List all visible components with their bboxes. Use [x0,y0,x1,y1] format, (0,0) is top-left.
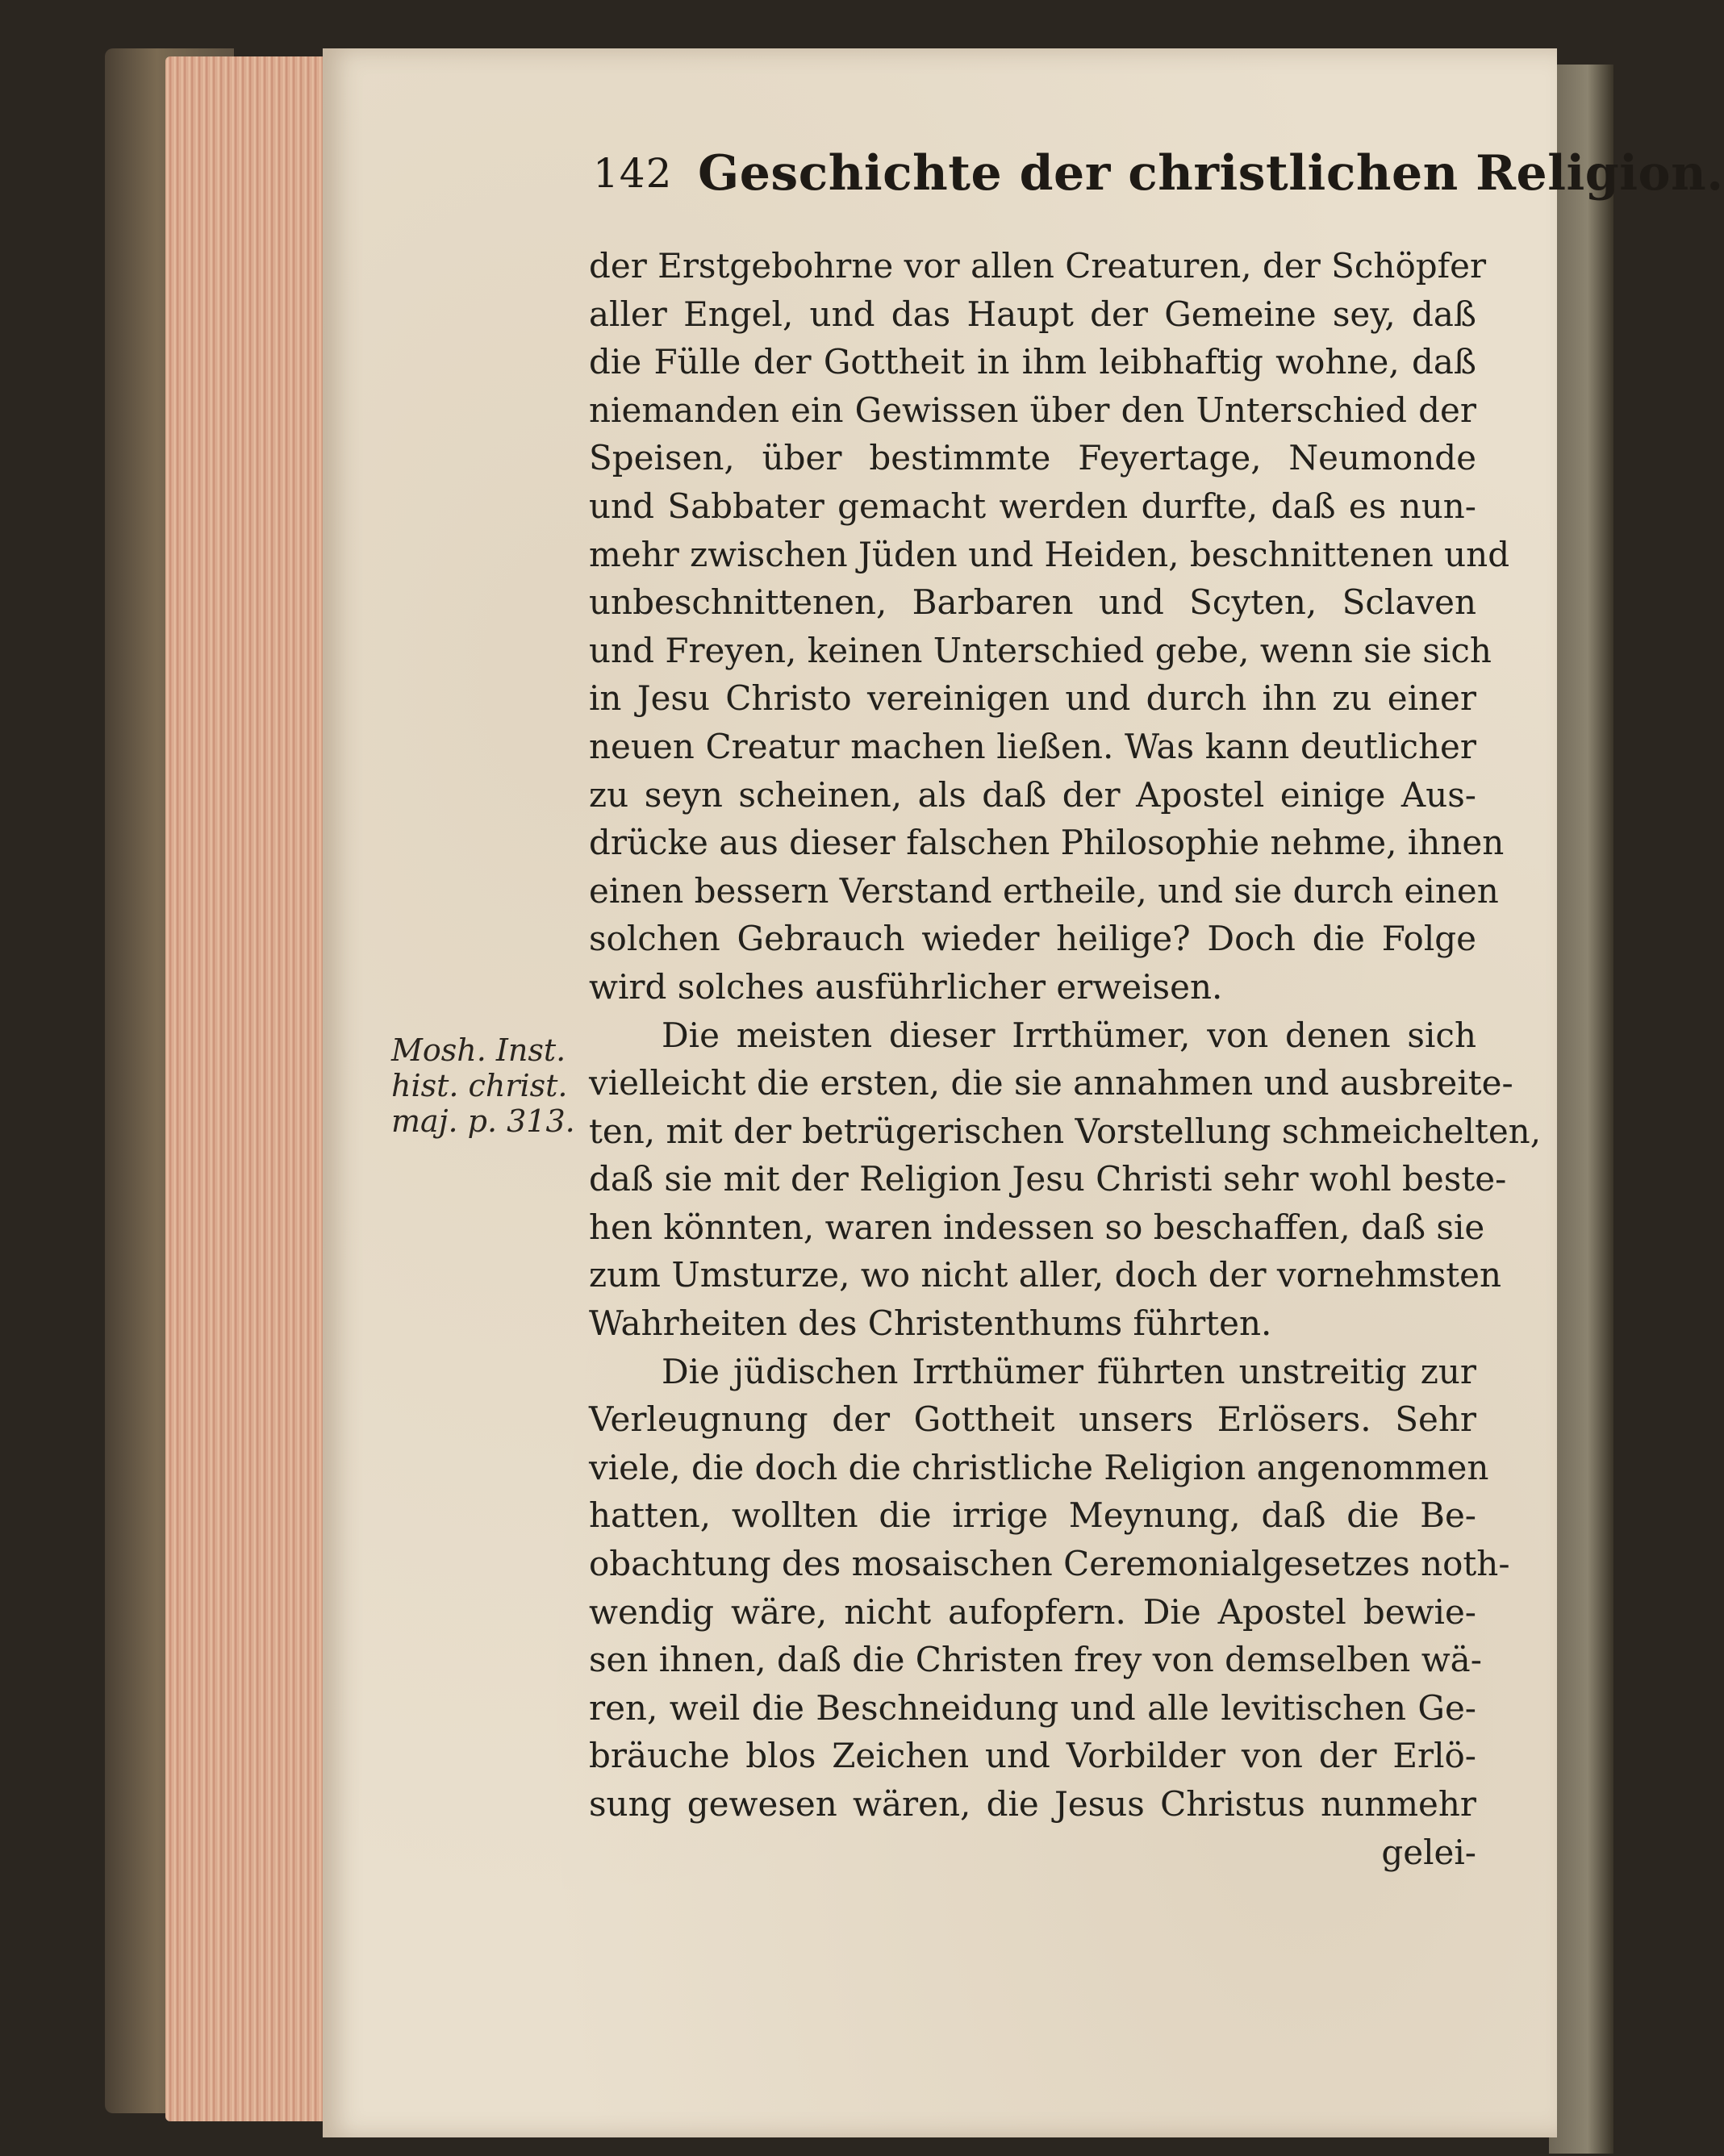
paragraph-start-line: Die jüdischen Irrthümer führten unstreitig zur [662,1351,1476,1391]
text-line: aller Engel, und das Haupt der Gemeine sey, daß [589,294,1476,334]
text-line: vielleicht die ersten, die sie annahmen und ausbreite- [589,1063,1513,1103]
text-line: ten, mit der betrügerischen Vorstellung schmeichelten, [589,1111,1542,1151]
margin-note [391,1032,575,1139]
text-line: wendig wäre, nicht aufopfern. Die Apostel bewie- [589,1591,1476,1632]
text-line: drücke aus dieser falschen Philosophie nehme, ihnen [589,823,1505,863]
catchword: gelei- [1381,1832,1476,1872]
text-line: in Jesu Christo vereinigen und durch ihn zu einer [589,678,1476,719]
text-line: hen könnten, waren indessen so beschaffen, daß sie [589,1207,1485,1247]
text-line: zum Umsturze, wo nicht aller, doch der vornehmsten [589,1255,1502,1295]
text-line: sen ihnen, daß die Christen frey von demselben wä- [589,1640,1482,1680]
page-edges [165,56,327,2121]
text-line: Verleugnung der Gottheit unsers Erlösers. Sehr [589,1399,1476,1440]
text-line: die Fülle der Gottheit in ihm leibhaftig wohne, daß [589,342,1476,382]
text-line: wird solches ausführlicher erweisen. [589,966,1223,1007]
text-line: viele, die doch die christliche Religion angenommen [589,1447,1489,1487]
text-line: und Freyen, keinen Unterschied gebe, wenn sie sich [589,630,1492,670]
margin-note-line: maj. p. 313. [391,1103,575,1139]
text-line: einen bessern Verstand ertheile, und sie durch einen [589,870,1499,911]
text-line: Speisen, über bestimmte Feyertage, Neumonde [589,438,1476,478]
text-line: hatten, wollten die irrige Meynung, daß die Be- [589,1495,1476,1536]
text-line: sung gewesen wären, die Jesus Christus nunmehr [589,1784,1476,1824]
text-line: der Erstgebohrne vor allen Creaturen, der Schöpfer [589,246,1487,286]
text-line: zu seyn scheinen, als daß der Apostel einige Aus- [589,774,1476,815]
text-line: ren, weil die Beschneidung und alle levitischen Ge- [589,1687,1476,1728]
running-title: Geschichte der christlichen Religion. [698,145,1724,202]
text-line: solchen Gebrauch wieder heilige? Doch die Folge [589,919,1476,959]
text-line: neuen Creatur machen ließen. Was kann deutlicher [589,726,1476,766]
text-line: unbeschnittenen, Barbaren und Scyten, Sclaven [589,582,1476,623]
paragraph-start-line: Die meisten dieser Irrthümer, von denen sich [662,1015,1476,1055]
text-line: daß sie mit der Religion Jesu Christi sehr wohl beste- [589,1159,1507,1199]
body-text [589,242,1542,1876]
book-cover-right [1549,65,1613,2154]
text-line: obachtung des mosaischen Ceremonialgesetzes noth- [589,1544,1510,1584]
margin-note-line: hist. christ. [391,1068,568,1103]
text-line: und Sabbater gemacht werden durfte, daß es nun- [589,486,1476,526]
text-line: mehr zwischen Jüden und Heiden, beschnittenen und [589,534,1510,574]
page-header [593,145,1724,210]
text-line: niemanden ein Gewissen über den Unterschied der [589,390,1476,430]
page-number: 142 [593,150,673,197]
text-line: bräuche blos Zeichen und Vorbilder von der Erlö- [589,1736,1476,1776]
text-line: Wahrheiten des Christenthums führten. [589,1303,1272,1344]
margin-note-line: Mosh. Inst. [391,1032,566,1068]
